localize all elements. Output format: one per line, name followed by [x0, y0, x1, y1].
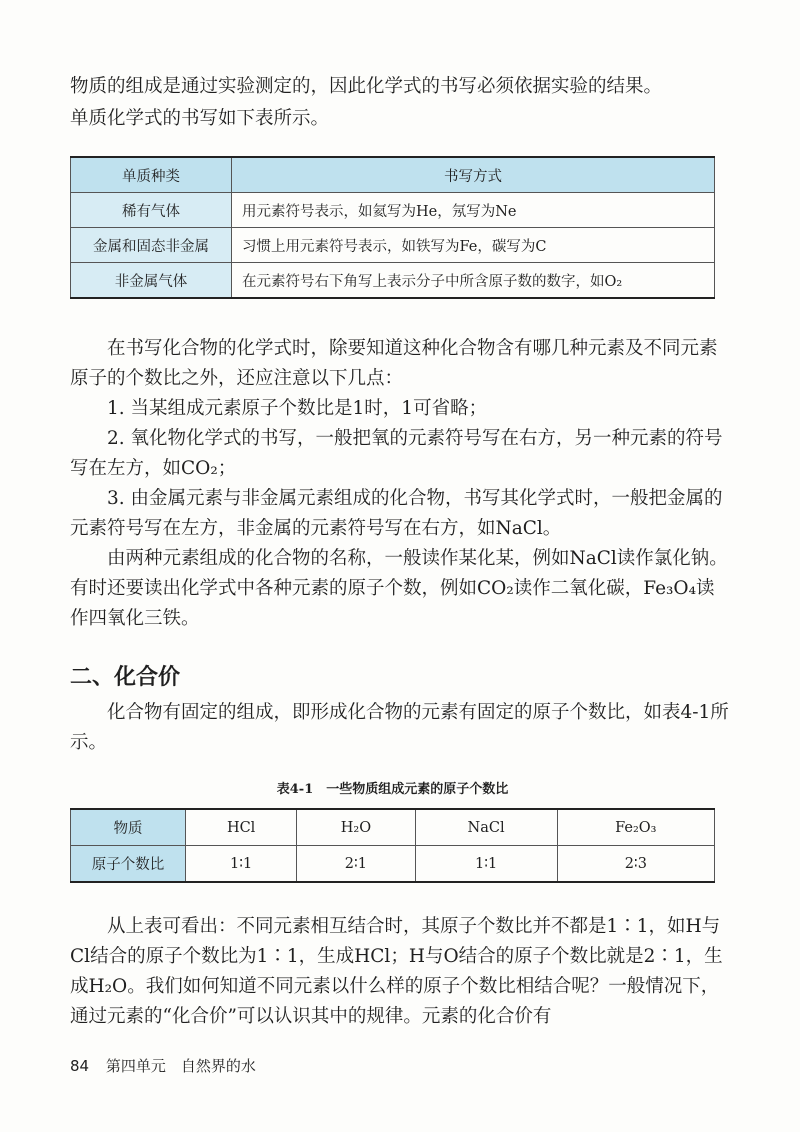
table-header-row	[71, 157, 715, 193]
compound-intro-paragraph: 在书写化合物的化学式时，除要知道这种化合物含有哪几种元素及不同元素原子的个数比之外，还应注意以下几点：	[70, 338, 718, 389]
element-writing-table	[70, 156, 715, 299]
method-cell: 用元素符号表示，如氦写为He，氖写为Ne	[232, 193, 715, 228]
row-label-substance: 物质	[71, 809, 186, 846]
section-paragraph: 化合物有固定的组成，即形成化合物的元素有固定的原子个数比，如表4-1所示。	[70, 702, 729, 753]
section-title: 二、化合价	[70, 665, 181, 690]
closing-paragraph: 从上表可看出：不同元素相互结合时，其原子个数比并不都是1∶1，如H与Cl结合的原子个数比为1∶1，生成HCl；H与O结合的原子个数比就是2∶1，生成H₂O。我们如何知道不同元素以什么样的原子个数比相结合呢？一般情况下，通过元素的“化合价”可以认识其中的规律。元素的化合价有	[70, 916, 723, 1027]
unit-title: 第四单元 自然界的水	[105, 1057, 256, 1075]
substance-cell: Fe₂O₃	[557, 809, 714, 846]
substance-cell: NaCl	[415, 809, 557, 846]
table-row	[71, 193, 715, 228]
header-method: 书写方式	[232, 157, 715, 193]
ratio-cell: 2∶1	[297, 846, 415, 883]
substance-row	[71, 809, 715, 846]
substance-cell: H₂O	[297, 809, 415, 846]
rule-2: 2. 氧化物化学式的书写，一般把氧的元素符号写在右方，另一种元素的符号写在左方，如CO₂；	[70, 428, 723, 479]
ratio-cell: 1∶1	[415, 846, 557, 883]
ratio-cell: 1∶1	[186, 846, 297, 883]
category-cell: 金属和固态非金属	[71, 228, 232, 263]
page-footer	[70, 1055, 256, 1076]
table-row	[71, 263, 715, 299]
method-cell: 习惯上用元素符号表示，如铁写为Fe，碳写为C	[232, 228, 715, 263]
method-cell: 在元素符号右下角写上表示分子中所含原子数的数字，如O₂	[232, 263, 715, 299]
rule-3: 3. 由金属元素与非金属元素组成的化合物，书写其化学式时，一般把金属的元素符号写在左方，非金属的元素符号写在右方，如NaCl。	[70, 488, 723, 539]
ratio-cell: 2∶3	[557, 846, 714, 883]
category-cell: 稀有气体	[71, 193, 232, 228]
naming-paragraph: 由两种元素组成的化合物的名称，一般读作某化某，例如NaCl读作氯化钠。有时还要读出化学式中各种元素的原子个数，例如CO₂读作二氧化碳，Fe₃O₄读作四氧化三铁。	[70, 548, 728, 629]
header-category: 单质种类	[71, 157, 232, 193]
table-caption: 表4-1 一些物质组成元素的原子个数比	[276, 782, 509, 797]
ratio-row	[71, 846, 715, 883]
page-number: 84	[70, 1057, 90, 1075]
substance-cell: HCl	[186, 809, 297, 846]
table-row	[71, 228, 715, 263]
intro-line-1: 物质的组成是通过实验测定的，因此化学式的书写必须依据实验的结果。	[70, 76, 663, 97]
intro-line-2: 单质化学式的书写如下表所示。	[70, 108, 330, 129]
category-cell: 非金属气体	[71, 263, 232, 299]
rule-1: 1. 当某组成元素原子个数比是1时，1可省略；	[107, 398, 488, 419]
atom-ratio-table	[70, 808, 715, 883]
row-label-ratio: 原子个数比	[71, 846, 186, 883]
